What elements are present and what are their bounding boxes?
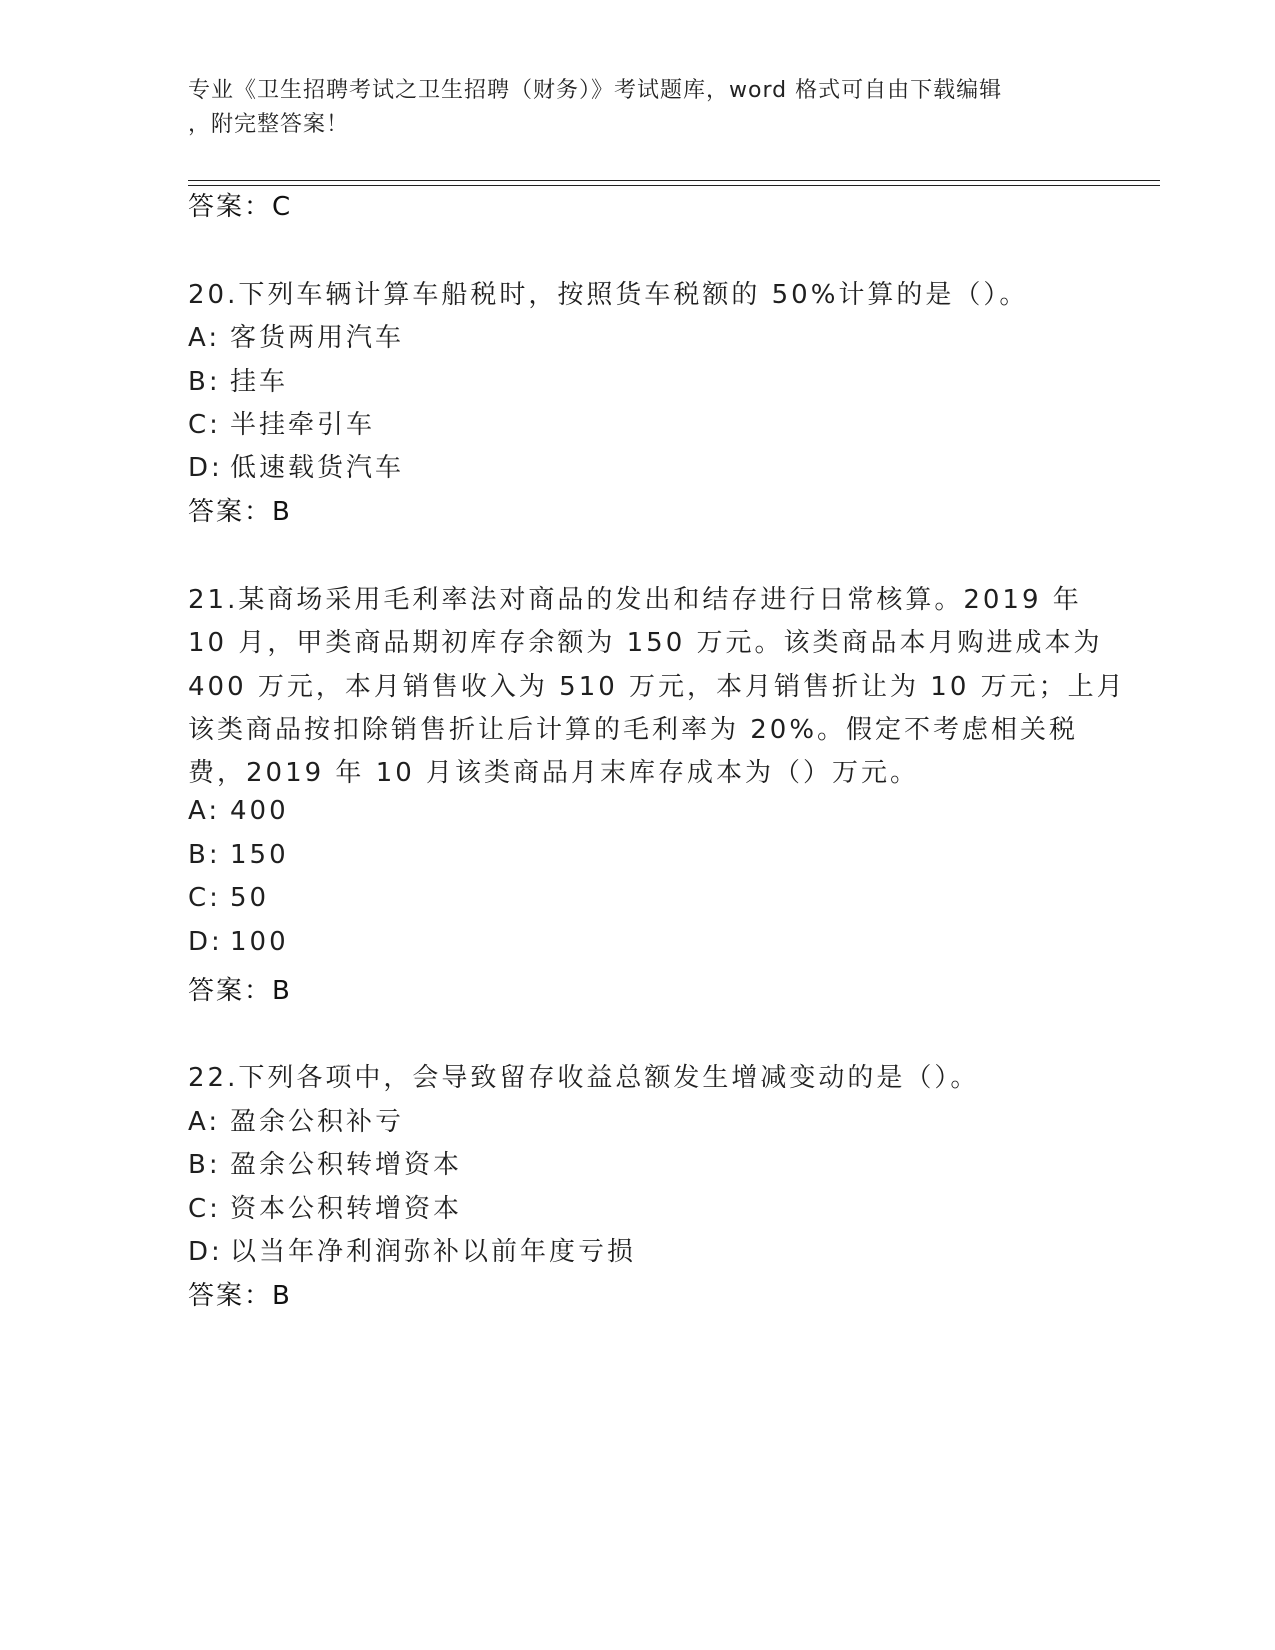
q21-option-d [188,927,289,957]
q22-answer: 答案：B [188,1281,292,1311]
q20-option-c [188,404,375,441]
q22-option-c [188,1188,462,1225]
header-divider-top [188,180,1160,181]
option-text: 低速载货汽车 [230,453,405,483]
option-letter: D: [188,453,223,483]
q22-option-d [188,1231,636,1268]
q19-answer: 答案：C [188,192,293,222]
option-letter: A: [188,1107,221,1137]
q20-answer: 答案：B [188,497,292,527]
q21-stem-line-5: 费，2019 年 10 月该类商品月末库存成本为（）万元。 [188,758,920,788]
option-letter: C: [188,1194,221,1224]
option-letter: C: [188,410,221,440]
option-letter: D: [188,927,223,957]
option-text: 盈余公积转增资本 [230,1150,463,1180]
header-line-2: ，附完整答案！ [188,112,350,137]
option-letter: B: [188,840,221,870]
option-letter: A: [188,796,221,826]
option-text: 以当年净利润弥补以前年度亏损 [230,1237,637,1267]
option-letter: B: [188,1150,221,1180]
option-text: 盈余公积补亏 [230,1107,405,1137]
option-text: 150 [230,840,289,870]
q20-option-d [188,447,404,484]
q21-stem-line-1: 21.某商场采用毛利率法对商品的发出和结存进行日常核算。2019 年 [188,585,1082,615]
q21-answer: 答案：B [188,976,292,1006]
q21-option-a [188,796,289,826]
q21-stem-line-4: 该类商品按扣除销售折让后计算的毛利率为 20%。假定不考虑相关税 [188,715,1079,745]
option-text: 50 [230,883,270,913]
option-text: 100 [230,927,289,957]
option-text: 400 [230,796,289,826]
document-header [188,74,1068,142]
option-text: 资本公积转增资本 [230,1194,463,1224]
q22-option-a [188,1101,404,1138]
q22-stem: 22.下列各项中，会导致留存收益总额发生增减变动的是（）。 [188,1063,980,1093]
header-divider-bottom [188,185,1160,186]
q22-option-b [188,1144,462,1181]
option-text: 挂车 [230,367,289,397]
option-text: 客货两用汽车 [230,323,405,353]
q20-option-a [188,317,404,354]
option-letter: D: [188,1237,223,1267]
header-line-1: 专业《卫生招聘考试之卫生招聘（财务）》考试题库，word 格式可自由下载编辑 [188,78,1003,103]
option-letter: A: [188,323,221,353]
option-letter: B: [188,367,221,397]
q21-stem-line-3: 400 万元，本月销售收入为 510 万元，本月销售折让为 10 万元；上月 [188,672,1126,702]
option-letter: C: [188,883,221,913]
q21-stem-line-2: 10 月，甲类商品期初库存余额为 150 万元。该类商品本月购进成本为 [188,628,1103,658]
q21-option-b [188,840,289,870]
q20-option-b [188,361,288,398]
option-text: 半挂牵引车 [230,410,376,440]
q20-stem: 20.下列车辆计算车船税时，按照货车税额的 50%计算的是（）。 [188,280,1029,310]
q21-option-c [188,883,269,913]
